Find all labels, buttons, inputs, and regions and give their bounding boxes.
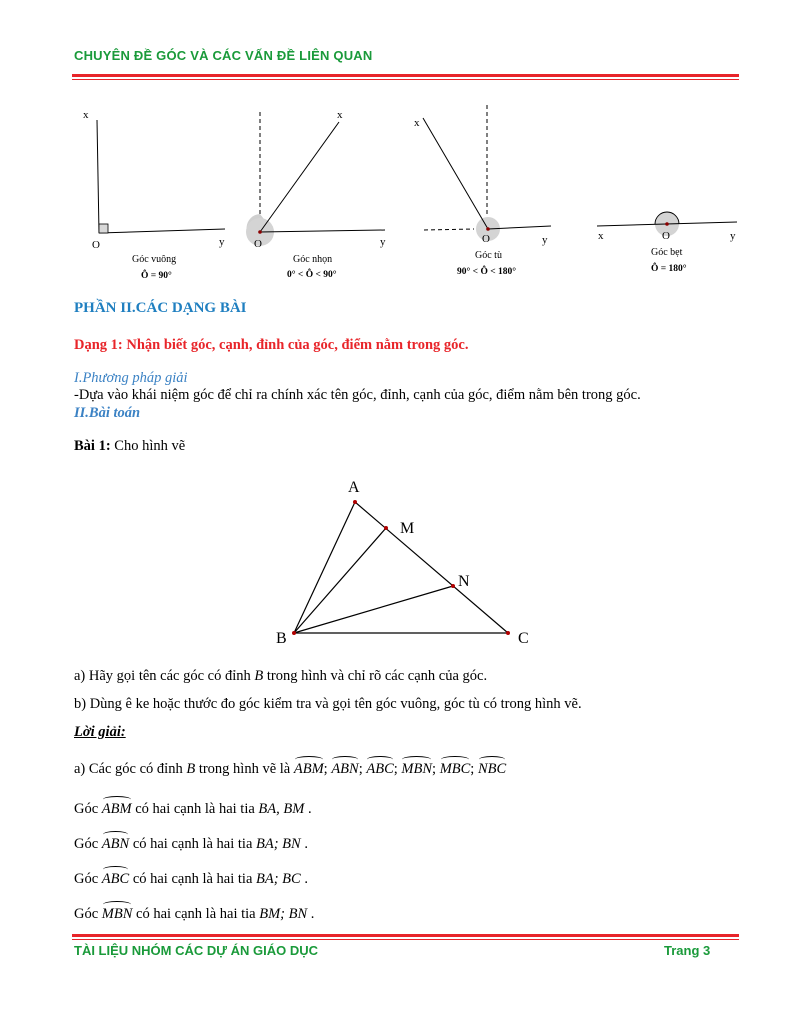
point-b-label: B bbox=[276, 630, 287, 647]
triangle-figure bbox=[0, 470, 792, 670]
line-mid: có hai cạnh là hai tia bbox=[129, 871, 257, 887]
fig-straight-name: Góc bẹt bbox=[651, 247, 683, 258]
line-rays: BM; BN bbox=[259, 906, 308, 922]
question-a-pre: a) Hãy gọi tên các góc có đỉnh bbox=[74, 668, 255, 684]
point-c-label: C bbox=[518, 630, 529, 647]
angle-sep: ; bbox=[358, 761, 363, 777]
method-text: -Dựa vào khái niệm góc để chỉ ra chính xác tên góc, đỉnh, cạnh của góc, điểm nằm bên trong góc. bbox=[74, 387, 641, 403]
line-end: . bbox=[300, 836, 308, 852]
fig-obtuse-x: x bbox=[414, 117, 420, 129]
fig-obtuse-name: Góc tù bbox=[475, 250, 502, 261]
exercise1-label: Bài 1: bbox=[74, 438, 111, 454]
footer-rule-thin bbox=[72, 939, 739, 940]
solution-line bbox=[74, 871, 308, 888]
problems-heading: II.Bài toán bbox=[74, 405, 141, 421]
fig-right-formula: Ô = 90° bbox=[141, 271, 172, 281]
solution-a-var: B bbox=[186, 761, 196, 777]
angle-figures bbox=[0, 0, 792, 300]
fig-obtuse-formula: 90° < Ô < 180° bbox=[457, 267, 517, 277]
fig-straight-o: O bbox=[662, 230, 670, 242]
line-end: . bbox=[307, 906, 315, 922]
fig-right-y: y bbox=[219, 236, 225, 248]
method-heading: I.Phương pháp giải bbox=[74, 370, 188, 386]
line-rays: BA, BM bbox=[258, 801, 305, 817]
fig-obtuse-y: y bbox=[542, 234, 548, 246]
question-a-post: trong hình và chỉ rõ các cạnh của góc. bbox=[263, 668, 488, 684]
angle-list-item: MBN bbox=[401, 761, 433, 777]
line-pre: Góc bbox=[74, 871, 102, 887]
line-pre: Góc bbox=[74, 836, 102, 852]
point-a-label: A bbox=[348, 479, 360, 496]
fig-acute-o: O bbox=[254, 238, 262, 250]
angle-list-item: ABC bbox=[366, 761, 394, 777]
fig-right-x: x bbox=[83, 109, 89, 121]
fig-acute-name: Góc nhọn bbox=[293, 254, 333, 265]
solution-a-mid: trong hình vẽ là bbox=[195, 761, 294, 777]
question-a bbox=[74, 668, 487, 685]
line-end: . bbox=[304, 801, 312, 817]
figure-right-angle bbox=[83, 109, 225, 281]
line-mid: có hai cạnh là hai tia bbox=[131, 801, 259, 817]
solution-line bbox=[74, 906, 314, 923]
angle-sep: ; bbox=[393, 761, 398, 777]
question-a-var: B bbox=[254, 668, 264, 684]
line-mid: có hai cạnh là hai tia bbox=[129, 836, 257, 852]
line-mid: có hai cạnh là hai tia bbox=[132, 906, 260, 922]
section-title: PHẦN II.CÁC DẠNG BÀI bbox=[74, 300, 247, 316]
line-angle: MBN bbox=[101, 906, 133, 922]
line-pre: Góc bbox=[74, 801, 102, 817]
point-n-label: N bbox=[458, 573, 470, 590]
line-angle: ABC bbox=[101, 871, 130, 887]
angle-list-item: ABM bbox=[293, 761, 324, 777]
page-header-title: CHUYÊN ĐỀ GÓC VÀ CÁC VẤN ĐỀ LIÊN QUAN bbox=[74, 48, 373, 63]
solution-line bbox=[74, 801, 312, 818]
fig-right-o: O bbox=[92, 239, 100, 251]
solution-a bbox=[74, 761, 506, 778]
point-m-label: M bbox=[400, 520, 415, 537]
figure-obtuse-angle bbox=[414, 105, 551, 277]
line-angle: ABN bbox=[101, 836, 130, 852]
angle-list-item: ABN bbox=[331, 761, 359, 777]
solution-a-pre: a) Các góc có đỉnh bbox=[74, 761, 187, 777]
angle-sep: ; bbox=[323, 761, 328, 777]
angle-sep: ; bbox=[470, 761, 475, 777]
exercise1-intro bbox=[74, 438, 185, 455]
fig-right-name: Góc vuông bbox=[132, 254, 177, 265]
footer-rule bbox=[72, 934, 739, 937]
line-angle: ABM bbox=[101, 801, 132, 817]
angle-list-item: NBC bbox=[477, 761, 507, 777]
angle-list-item: MBC bbox=[439, 761, 471, 777]
footer-page-number: Trang 3 bbox=[664, 943, 711, 958]
exercise1-text: Cho hình vẽ bbox=[110, 438, 186, 454]
fig-straight-y: y bbox=[730, 230, 736, 242]
question-b: b) Dùng ê ke hoặc thước đo góc kiểm tra và gọi tên góc vuông, góc tù có trong hình vẽ. bbox=[74, 696, 582, 712]
figure-acute-angle bbox=[246, 109, 386, 280]
line-rays: BA; BN bbox=[256, 836, 301, 852]
figure-straight-angle bbox=[597, 212, 737, 274]
fig-straight-x: x bbox=[598, 230, 604, 242]
angle-sep: ; bbox=[432, 761, 437, 777]
solution-line bbox=[74, 836, 308, 853]
form1-title: Dạng 1: Nhận biết góc, cạnh, đỉnh của góc, điểm nằm trong góc. bbox=[74, 337, 469, 353]
fig-acute-formula: 0° < Ô < 90° bbox=[287, 270, 337, 280]
fig-obtuse-o: O bbox=[482, 233, 490, 245]
line-rays: BA; BC bbox=[256, 871, 301, 887]
line-end: . bbox=[300, 871, 308, 887]
footer-left: TÀI LIỆU NHÓM CÁC DỰ ÁN GIÁO DỤC bbox=[74, 943, 319, 958]
fig-acute-x: x bbox=[337, 109, 343, 121]
line-pre: Góc bbox=[74, 906, 102, 922]
fig-acute-y: y bbox=[380, 236, 386, 248]
fig-straight-formula: Ô = 180° bbox=[651, 264, 687, 274]
solution-heading: Lời giải: bbox=[74, 724, 126, 740]
